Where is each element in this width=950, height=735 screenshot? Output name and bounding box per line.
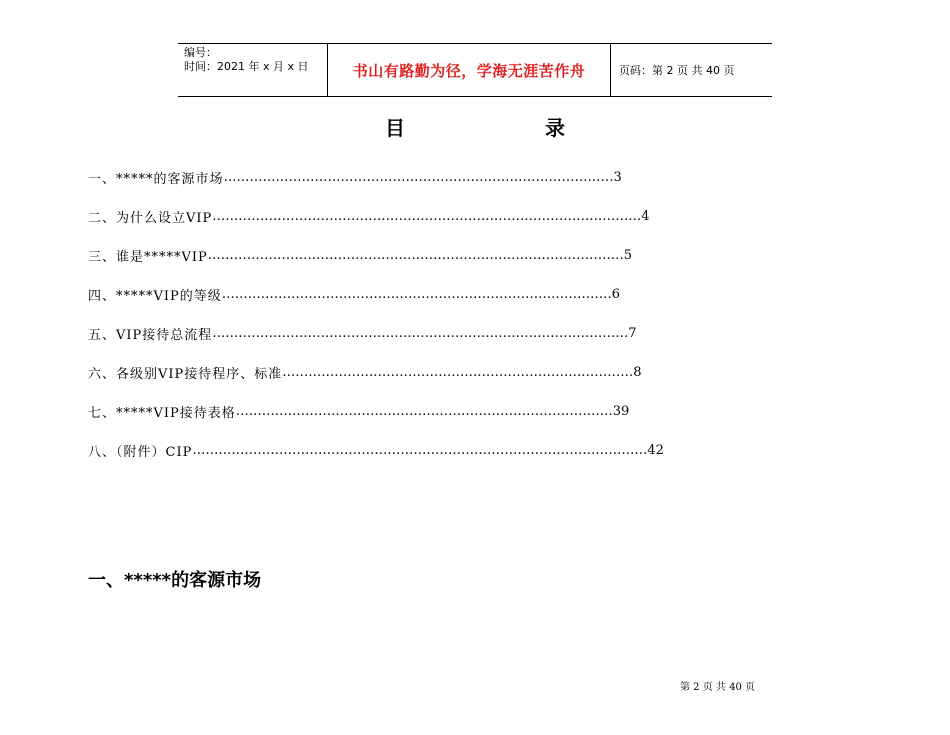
header-motto: 书山有路勤为径，学海无涯苦作舟 xyxy=(328,44,611,96)
toc-item-page: 3 xyxy=(613,170,622,185)
toc-item-leader: …………………………………………………………………………… xyxy=(235,404,613,419)
toc-title-right: 录 xyxy=(545,116,565,140)
toc-item[interactable] xyxy=(88,197,848,236)
document-header xyxy=(178,43,772,97)
toc-item-page: 8 xyxy=(633,365,642,380)
toc-item-label: 二、为什么设立VIP xyxy=(88,211,213,226)
toc-title-left: 目 xyxy=(385,116,405,140)
toc-item[interactable] xyxy=(88,158,848,197)
toc-item-page: 42 xyxy=(647,443,664,458)
toc-item[interactable] xyxy=(88,314,848,353)
toc-item[interactable] xyxy=(88,275,848,314)
toc-item-page: 4 xyxy=(641,209,650,224)
toc-item-page: 7 xyxy=(628,326,637,341)
toc-item-leader: …………………………………………………………………………………… xyxy=(207,248,624,263)
toc-item-leader: ……………………………………………………………………………… xyxy=(223,170,614,185)
toc-item-leader: ……………………………………………………………………… xyxy=(282,365,634,380)
toc-item-leader: ……………………………………………………………………………………… xyxy=(212,209,642,224)
toc-item-label: 五、VIP接待总流程 xyxy=(88,328,213,343)
header-page-info: 页码：第 2 页 共 40 页 xyxy=(619,64,735,77)
toc-item-label: 三、谁是*****VIP xyxy=(88,250,208,265)
toc-list xyxy=(88,158,848,470)
toc-title xyxy=(0,112,950,141)
toc-item-page: 5 xyxy=(623,248,633,263)
page-footer: 第 2 页 共 40 页 xyxy=(680,682,755,693)
number-label: 编号： xyxy=(184,46,217,59)
toc-item-label: 四、*****VIP的等级 xyxy=(88,289,222,304)
time-label: 时间：2021 年 x 月 x 日 xyxy=(184,60,309,73)
toc-item[interactable] xyxy=(88,431,848,470)
toc-item[interactable] xyxy=(88,236,848,275)
toc-item-leader: ……………………………………………………………………………… xyxy=(221,287,612,302)
toc-item-label: 七、*****VIP接待表格 xyxy=(88,406,236,421)
toc-item-page: 6 xyxy=(611,287,621,302)
header-meta xyxy=(178,44,328,96)
toc-item-leader: …………………………………………………………………………………………… xyxy=(192,443,648,458)
toc-item[interactable] xyxy=(88,353,848,392)
section-heading: 一、*****的客源市场 xyxy=(88,570,262,591)
toc-item-label: 八、（附件）CIP xyxy=(88,445,193,460)
toc-item-label: 一、*****的客源市场 xyxy=(88,172,224,187)
toc-item-page: 39 xyxy=(612,404,630,419)
toc-item[interactable] xyxy=(88,392,848,431)
toc-item-label: 六、各级别VIP接待程序、标准 xyxy=(88,367,283,382)
toc-item-leader: …………………………………………………………………………………… xyxy=(212,326,629,341)
